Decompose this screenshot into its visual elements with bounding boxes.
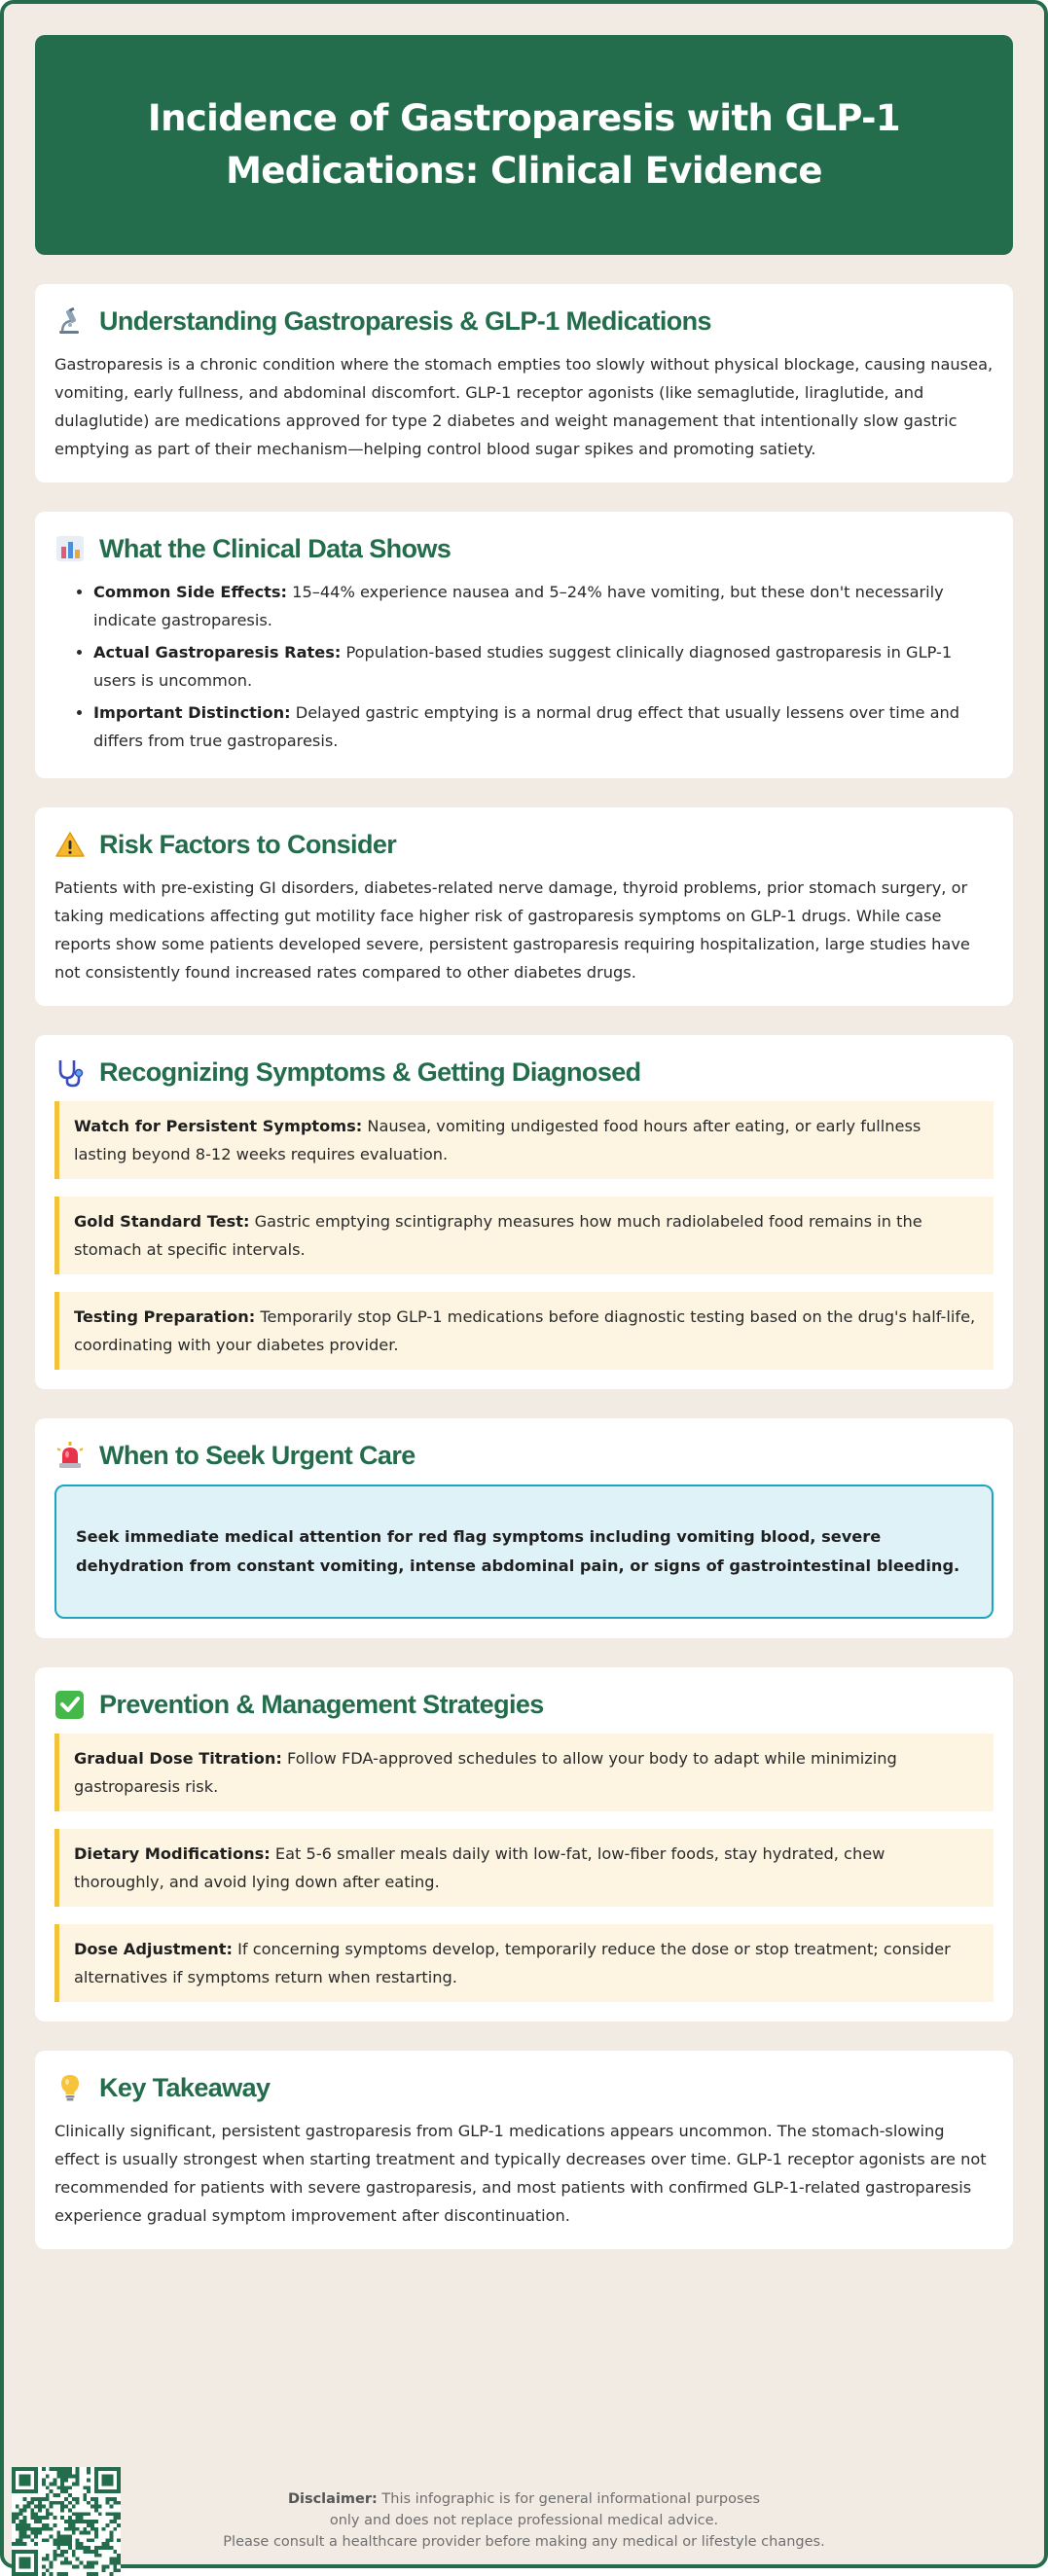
symptoms-callouts bbox=[54, 1101, 994, 1370]
section-text: Clinically significant, persistent gastroparesis from GLP-1 medications appears uncommon. The stomach-slowing effect is usually strongest when starting treatment and typically decreases over time. GLP-1 receptor agonists are not recommended for patients with severe gastroparesis, and most patients with confirmed GLP-1-related gastroparesis experience gradual symptom improvement after discontinuation. bbox=[54, 2122, 987, 2225]
prevention-callouts bbox=[54, 1734, 994, 2002]
section-text: Gastroparesis is a chronic condition where the stomach empties too slowly without physical blockage, causing nausea, vomiting, early fullness, and abdominal discomfort. GLP-1 receptor agonists (like semaglutide, liraglutide, and dulaglutide) are medications approved for type 2 diabetes and weight management that intentionally slow gastric emptying as part of their mechanism—helping control blood sugar spikes and promoting satiety. bbox=[54, 355, 994, 458]
warning-icon bbox=[54, 829, 86, 860]
section-title: Recognizing Symptoms & Getting Diagnosed bbox=[99, 1056, 641, 1087]
urgent-care-card bbox=[35, 1418, 1013, 1638]
microscope-icon bbox=[54, 305, 86, 337]
understanding-card bbox=[35, 284, 1013, 483]
clinical-data-list bbox=[54, 578, 994, 755]
stethoscope-icon bbox=[54, 1056, 86, 1088]
section-title: What the Clinical Data Shows bbox=[99, 533, 452, 563]
section-title: Risk Factors to Consider bbox=[99, 829, 397, 859]
callout-box: Testing Preparation: Temporarily stop GLP-1 medications before diagnostic testing based on the drug's half-life, coordinating with your diabetes provider. bbox=[54, 1292, 994, 1370]
header-banner bbox=[35, 35, 1013, 255]
list-item: • Actual Gastroparesis Rates: Population-based studies suggest clinically diagnosed gastroparesis in GLP-1 users is uncommon. bbox=[93, 638, 994, 695]
qr-code[interactable] bbox=[12, 2467, 121, 2576]
callout-box: Dietary Modifications: Eat 5-6 smaller meals daily with low-fat, low-fiber foods, stay hydrated, chew thoroughly, and avoid lying down after eating. bbox=[54, 1829, 994, 1907]
list-item: • Important Distinction: Delayed gastric emptying is a normal drug effect that usually lessens over time and differs from true gastroparesis. bbox=[93, 698, 994, 755]
section-text: Patients with pre-existing GI disorders, diabetes-related nerve damage, thyroid problems, prior stomach surgery, or taking medications affecting gut motility face higher risk of gastroparesis symptoms on GLP-1 drugs. While case reports show some patients developed severe, persistent gastroparesis requiring hospitalization, large studies have not consistently found increased rates compared to other diabetes drugs. bbox=[54, 878, 970, 982]
page-title: Incidence of Gastroparesis with GLP-1 Medications: Clinical Evidence bbox=[147, 97, 901, 192]
prevention-card bbox=[35, 1667, 1013, 2021]
callout-box: Gold Standard Test: Gastric emptying scintigraphy measures how much radiolabeled food remains in the stomach at specific intervals. bbox=[54, 1197, 994, 1274]
urgent-alert-box: Seek immediate medical attention for red flag symptoms including vomiting blood, severe dehydration from constant vomiting, intense abdominal pain, or signs of gastrointestinal bleeding. bbox=[54, 1485, 994, 1619]
section-title: When to Seek Urgent Care bbox=[99, 1440, 416, 1470]
disclaimer: Disclaimer: This infographic is for general informational purposes only and does not replace professional medical advice. Please consult a healthcare provider before making any medical or lifestyle changes. bbox=[223, 2491, 825, 2550]
check-mark-icon bbox=[54, 1689, 86, 1720]
section-title: Understanding Gastroparesis & GLP-1 Medications bbox=[99, 305, 711, 336]
bar-chart-icon bbox=[54, 533, 86, 564]
callout-box: Dose Adjustment: If concerning symptoms develop, temporarily reduce the dose or stop treatment; consider alternatives if symptoms return when restarting. bbox=[54, 1924, 994, 2002]
list-item: • Common Side Effects: 15–44% experience nausea and 5–24% have vomiting, but these don't necessarily indicate gastroparesis. bbox=[93, 578, 994, 634]
symptoms-card bbox=[35, 1035, 1013, 1389]
siren-icon bbox=[54, 1440, 86, 1471]
clinical-data-card bbox=[35, 512, 1013, 778]
risk-factors-card bbox=[35, 807, 1013, 1006]
callout-box: Watch for Persistent Symptoms: Nausea, vomiting undigested food hours after eating, or early fullness lasting beyond 8-12 weeks requires evaluation. bbox=[54, 1101, 994, 1179]
section-title: Key Takeaway bbox=[99, 2072, 271, 2102]
takeaway-card bbox=[35, 2051, 1013, 2249]
section-title: Prevention & Management Strategies bbox=[99, 1689, 544, 1719]
callout-box: Gradual Dose Titration: Follow FDA-approved schedules to allow your body to adapt while minimizing gastroparesis risk. bbox=[54, 1734, 994, 1811]
footer bbox=[4, 2448, 1044, 2564]
light-bulb-icon bbox=[54, 2072, 86, 2103]
